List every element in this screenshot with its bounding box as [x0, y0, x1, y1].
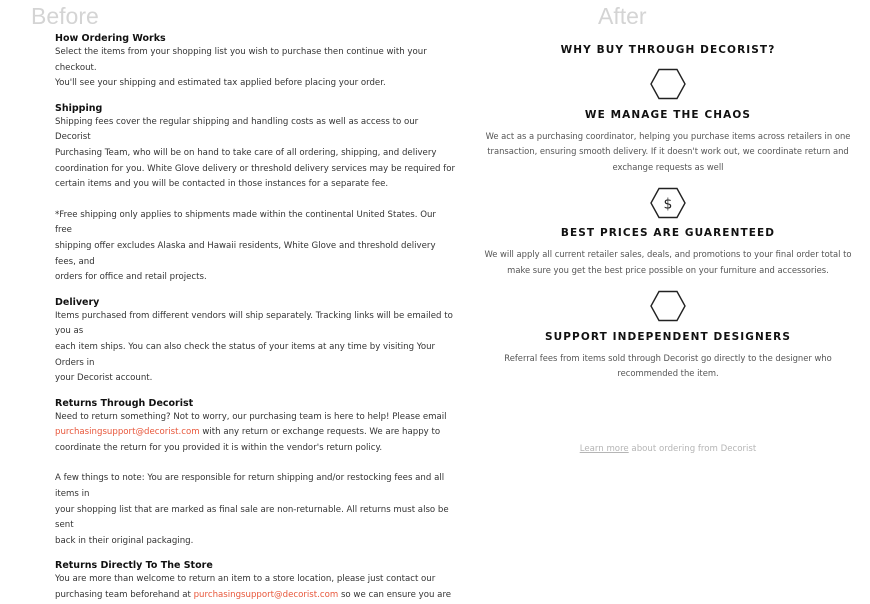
section-heading: Returns Through Decorist: [55, 397, 194, 409]
why-buy-title: WHY BUY THROUGH DECORIST?: [560, 44, 776, 56]
text-line: Select the items from your shopping list you wish to purchase then continue with your checkout.: [55, 47, 427, 73]
paragraph: [55, 410, 455, 457]
text-line: so we can ensure you are: [338, 590, 452, 601]
support-email-link[interactable]: purchasingsupport@decorist.com: [55, 427, 200, 438]
feature-heading: WE MANAGE THE CHAOS: [584, 109, 752, 121]
feature-heading: SUPPORT INDEPENDENT DESIGNERS: [544, 331, 792, 344]
text-line: with any return or exchange requests. We are happy to: [199, 427, 441, 438]
hexagon-icon: [650, 290, 686, 322]
feature-description: [480, 247, 856, 278]
learn-more-footer: [480, 444, 856, 454]
paragraph: [55, 309, 455, 387]
feature-description: [480, 351, 856, 382]
text-line: recommended the item.: [617, 368, 719, 379]
text-line: make sure you get the best price possible on your furniture and accessories.: [507, 264, 829, 275]
paragraph: [55, 471, 455, 549]
text-line: back in their original packaging.: [55, 535, 194, 546]
section-returns-through-decorist: [55, 397, 455, 550]
section-heading: Shipping: [55, 102, 103, 114]
text-line: A few things to note: You are responsible for return shipping and/or restocking fees and all items in: [55, 473, 445, 500]
section-heading: Delivery: [55, 296, 100, 308]
text-line: shipping offer excludes Alaska and Hawaii residents, White Glove and threshold delivery fees, and: [55, 240, 436, 267]
text-line: exchange requests as well: [612, 161, 724, 172]
paragraph: [55, 208, 455, 286]
support-email-link[interactable]: purchasingsupport@decorist.com: [193, 590, 339, 601]
text-line: We will apply all current retailer sales, deals, and promotions to your final order total to: [484, 249, 852, 260]
paragraph: [55, 572, 455, 603]
footer-text: about ordering from Decorist: [628, 444, 757, 454]
dollar-hexagon-icon: [650, 187, 686, 219]
text-line: Referral fees from items sold through Decorist go directly to the designer who: [504, 353, 832, 364]
text-line: purchasing team beforehand at: [55, 590, 194, 601]
section-delivery: [55, 296, 455, 387]
section-how-ordering-works: [55, 32, 455, 92]
learn-more-link[interactable]: Learn more: [579, 444, 629, 454]
feature-heading: BEST PRICES ARE GUARENTEED: [560, 227, 776, 240]
text-line: your shopping list that are marked as final sale are non-returnable. All returns must also be sent: [55, 504, 449, 531]
section-returns-to-store: [55, 559, 455, 603]
before-label: Before: [31, 3, 99, 29]
text-line: We act as a purchasing coordinator, helping you purchase items across retailers in one: [485, 131, 851, 141]
text-line: Shipping fees cover the regular shipping and handling costs as well as access to our Decorist: [55, 116, 419, 143]
section-shipping: [55, 102, 455, 286]
after-label: After: [598, 3, 647, 29]
text-line: orders for office and retail projects.: [55, 272, 207, 283]
ordering-info-panel: [55, 32, 455, 604]
dollar-symbol: $: [663, 196, 673, 213]
text-line: your Decorist account.: [55, 373, 153, 384]
text-line: each item ships. You can also check the status of your items at any time by visiting Your Orders in: [55, 341, 436, 368]
text-line: Need to return something? Not to worry, our purchasing team is here to help! Please email: [55, 411, 447, 422]
text-line: coordination for you. White Glove delivery or threshold delivery services may be required for: [55, 163, 455, 174]
hexagon-icon: [650, 68, 686, 100]
text-line: *Free shipping only applies to shipments made within the continental United States. Our free: [55, 209, 436, 236]
paragraph: [55, 45, 455, 92]
why-buy-panel: [480, 44, 856, 382]
text-line: coordinate the return for you provided it is within the vendor's return policy.: [55, 442, 383, 453]
paragraph: [55, 115, 455, 193]
text-line: Items purchased from different vendors will ship separately. Tracking links will be emailed to you as: [55, 310, 453, 337]
feature-description: [480, 129, 856, 175]
text-line: transaction, ensuring smooth delivery. If it doesn't work out, we coordinate return and: [487, 146, 849, 157]
text-line: certain items and you will be contacted in those instances for a separate fee.: [55, 179, 389, 190]
section-heading: Returns Directly To The Store: [55, 560, 213, 572]
section-heading: How Ordering Works: [55, 33, 166, 44]
text-line: Purchasing Team, who will be on hand to take care of all ordering, shipping, and delivery: [55, 147, 437, 158]
text-line: You'll see your shipping and estimated tax applied before placing your order.: [55, 78, 386, 89]
text-line: You are more than welcome to return an item to a store location, please just contact our: [55, 574, 436, 585]
